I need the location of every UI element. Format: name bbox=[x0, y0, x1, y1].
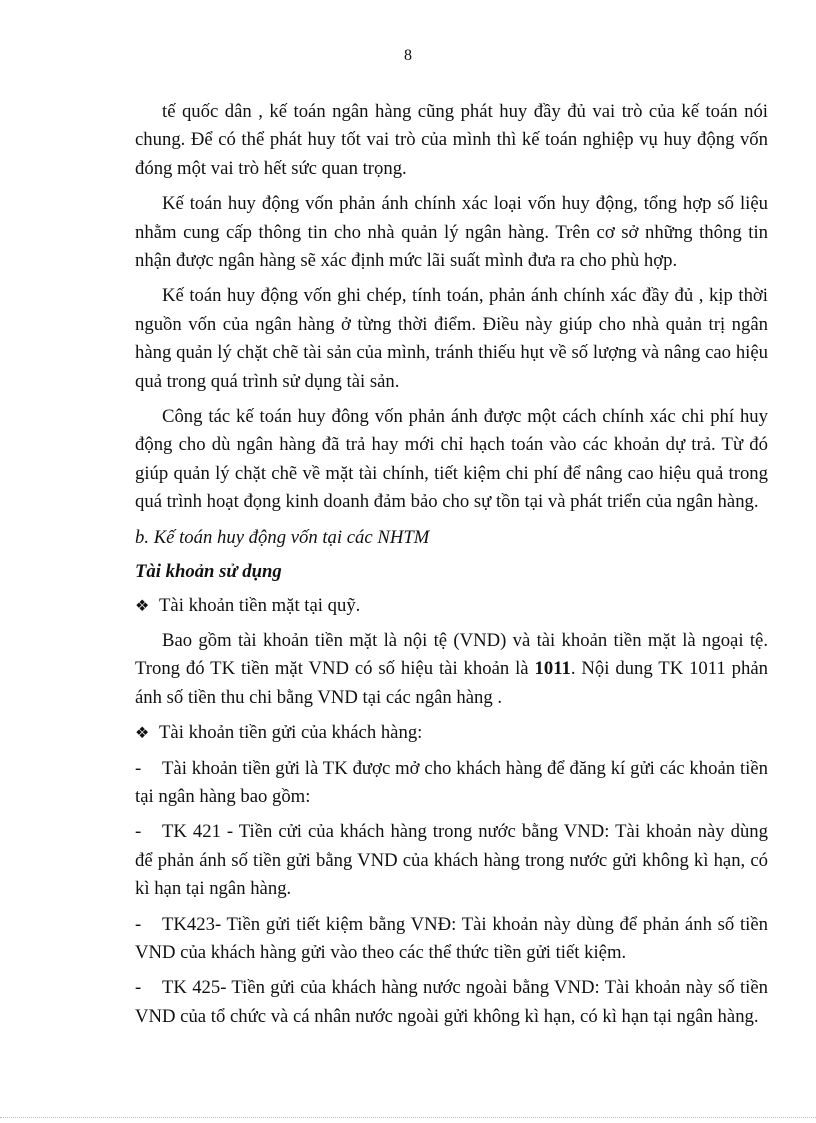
page-number: 8 bbox=[404, 47, 412, 64]
cash-account-code: 1011 bbox=[534, 658, 571, 680]
footer-divider bbox=[0, 1117, 816, 1118]
deposit-list-item bbox=[135, 911, 768, 968]
deposit-item-text: TK 425- Tiền gửi của khách hàng nước ngoài bằng VND: Tài khoản này số tiền VND của tổ chức và cá nhân nước ngoài gửi không kì hạn, có kì hạn tại ngân hàng. bbox=[135, 977, 768, 1027]
deposit-account-bullet bbox=[135, 719, 768, 748]
cash-account-bullet bbox=[135, 592, 768, 621]
deposit-list-item bbox=[135, 974, 768, 1031]
paragraph-role-of-accounting: tế quốc dân , kế toán ngân hàng cũng phát huy đầy đủ vai trò của kế toán nói chung. Để có thể phát huy tốt vai trò của mình thì kế toán nghiệp vụ huy động vốn đóng một vai trò hết sức quan trọng. bbox=[135, 101, 768, 179]
paragraph-recording-calculating: Kế toán huy động vốn ghi chép, tính toán, phản ánh chính xác đầy đủ , kịp thời nguồn vốn của ngân hàng ở từng thời điểm. Điều này giúp cho nhà quản trị ngân hàng quản lý chặt chẽ tài sản của mình, tránh thiếu hụt về số lượng và nâng cao hiệu quả trong quá trình sử dụng tài sản. bbox=[135, 285, 768, 392]
document-body bbox=[135, 98, 768, 1038]
dash-marker: - bbox=[135, 821, 142, 843]
cash-account-description bbox=[135, 627, 768, 712]
diamond-bullet-icon: ❖ bbox=[135, 597, 150, 615]
paragraph-capital-mobilization-reflects: Kế toán huy động vốn phản ánh chính xác loại vốn huy động, tổng hợp số liệu nhằm cung cấp thông tin cho nhà quản lý ngân hàng. Trên cơ sở những thông tin nhận được ngân hàng sẽ xác định mức lãi suất mình đưa ra cho phù hợp. bbox=[135, 193, 768, 272]
dash-marker: - bbox=[135, 977, 142, 999]
deposit-list-item bbox=[135, 755, 768, 812]
section-subheading: b. Kế toán huy động vốn tại các NHTM bbox=[135, 526, 430, 548]
cash-account-desc-part1: Bao gồm tài khoản tiền mặt là nội tệ (VND) và tài khoản tiền mặt là ngoại tệ. Trong đó TK tiền mặt VND có số hiệu tài khoản là bbox=[135, 629, 768, 680]
dash-marker: - bbox=[135, 757, 142, 779]
paragraph-cost-reflection: Công tác kế toán huy đông vốn phản ánh được một cách chính xác chi phí huy động cho dù ngân hàng đã trả hay mới chỉ hạch toán vào các khoản dự trả. Từ đó giúp quản lý chặt chẽ về mặt tài chính, tiết kiệm chi phí để nâng cao hiệu quả trong quá trình hoạt đọng kinh doanh đảm bảo cho sự tồn tại và phát triển của ngân hàng. bbox=[135, 406, 768, 513]
deposit-list-item bbox=[135, 818, 768, 903]
accounts-used-heading: Tài khoản sử dụng bbox=[135, 561, 282, 583]
deposit-item-text: Tài khoản tiền gửi là TK được mở cho khách hàng để đăng kí gửi các khoản tiền tại ngân hàng bao gồm: bbox=[135, 757, 768, 807]
deposit-account-title: Tài khoản tiền gửi của khách hàng: bbox=[159, 722, 423, 744]
diamond-bullet-icon: ❖ bbox=[135, 725, 150, 743]
deposit-item-text: TK423- Tiền gửi tiết kiệm bằng VNĐ: Tài khoản này dùng để phản ánh số tiền VND của khách hàng gửi vào theo các thể thức tiền gửi tiết kiệm. bbox=[135, 913, 768, 963]
cash-account-desc-part2: . Nội dung TK 1011 phản ánh số tiền thu chi bằng VND tại các ngân hàng . bbox=[135, 658, 768, 708]
deposit-item-text: TK 421 - Tiền cửi của khách hàng trong nước bằng VND: Tài khoản này dùng để phản ánh số tiền gửi bằng VND của khách hàng trong nước gửi không kì hạn, có kì hạn tại ngân hàng. bbox=[135, 821, 768, 900]
cash-account-title: Tài khoản tiền mặt tại quỹ. bbox=[159, 594, 361, 616]
dash-marker: - bbox=[135, 913, 142, 935]
